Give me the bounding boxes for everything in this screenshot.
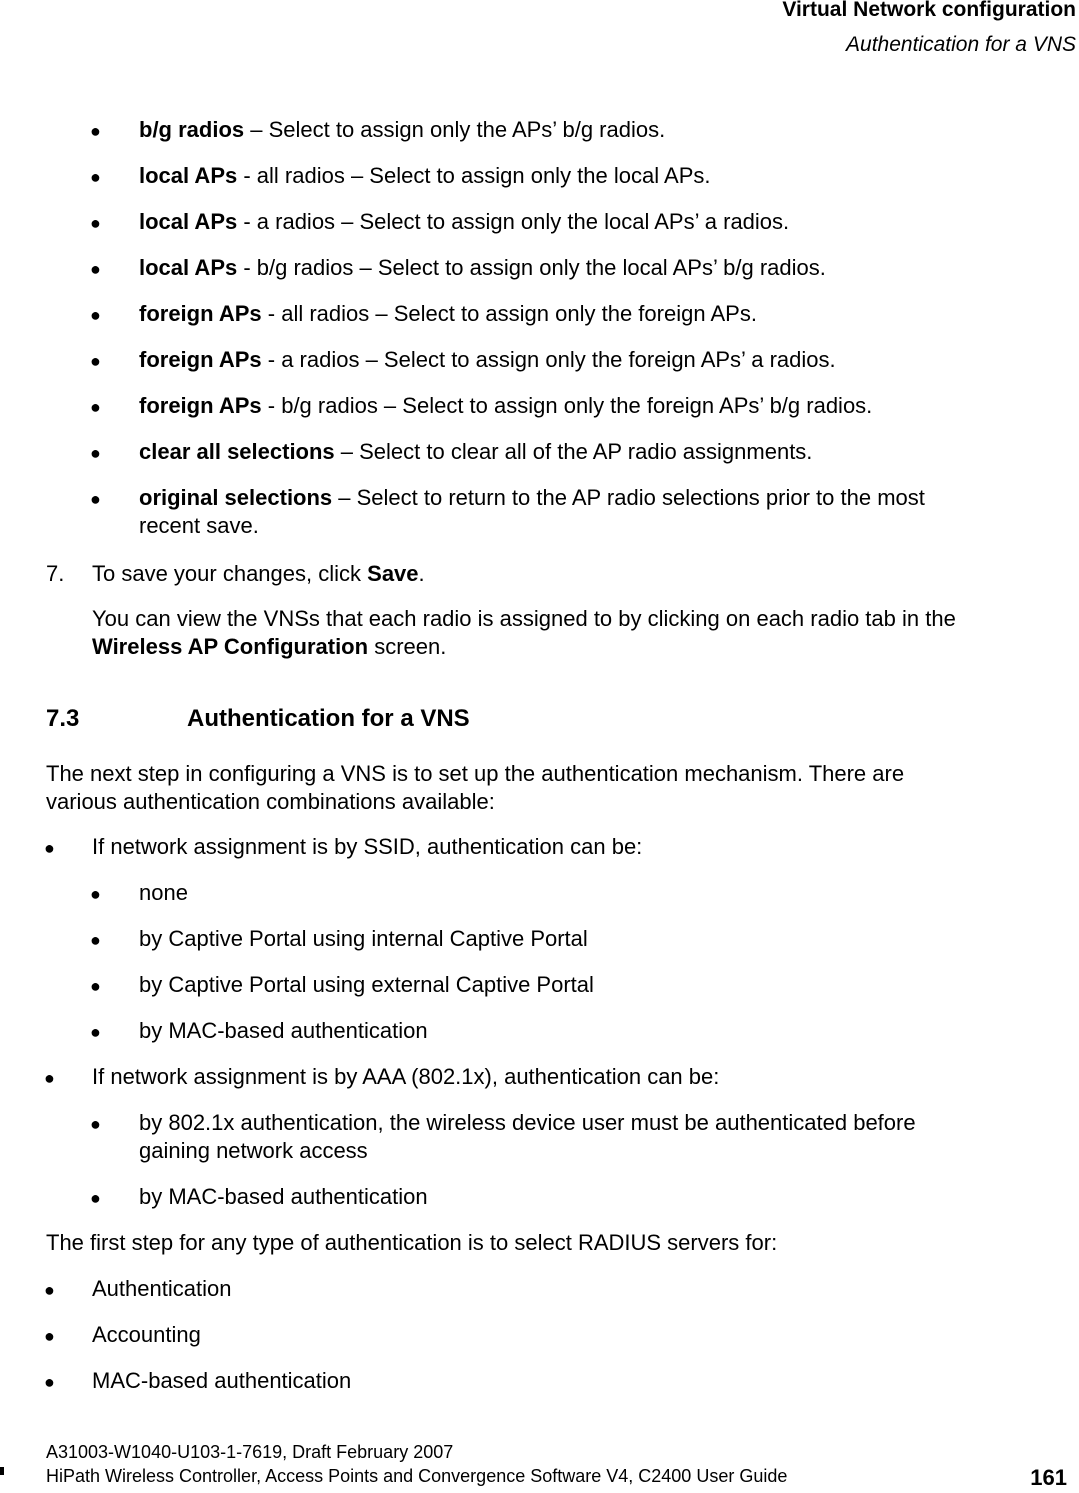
section-intro-line: various authentication combinations available: [46,789,495,814]
bullet-icon: ● [90,397,101,417]
list-item: by 802.1x authentication, the wireless device user must be authenticated before [139,1110,916,1135]
bullet-icon: ● [44,838,55,858]
bullet-icon: ● [90,213,101,233]
step-text: To save your changes, click Save. [92,561,425,586]
list-item: local APs - all radios – Select to assign only the local APs. [139,163,711,188]
section-title: Authentication for a VNS [187,705,470,732]
step-number: 7. [46,561,65,586]
bullet-icon: ● [90,167,101,187]
bullet-icon: ● [90,884,101,904]
list-item: Accounting [92,1322,201,1347]
list-item: MAC-based authentication [92,1368,352,1393]
bullet-icon: ● [44,1068,55,1088]
list-item-continuation: recent save. [139,513,259,538]
step-note-line: You can view the VNSs that each radio is assigned to by clicking on each radio tab in the [92,606,956,631]
list-item: Authentication [92,1276,232,1301]
bullet-icon: ● [90,1022,101,1042]
bullet-icon: ● [90,489,101,509]
list-item: foreign APs - b/g radios – Select to assign only the foreign APs’ b/g radios. [139,393,873,418]
list-item: foreign APs - all radios – Select to assign only the foreign APs. [139,301,757,326]
bullet-icon: ● [44,1326,55,1346]
list-item: none [139,880,188,905]
bullet-icon: ● [90,305,101,325]
section-number: 7.3 [46,705,80,732]
list-item: by MAC-based authentication [139,1018,428,1043]
list-item-continuation: gaining network access [139,1138,368,1163]
bullet-icon: ● [44,1372,55,1392]
bullet-icon: ● [90,121,101,141]
list-item: by Captive Portal using external Captive Portal [139,972,594,997]
list-item: by Captive Portal using internal Captive Portal [139,926,588,951]
section-intro-line: The next step in configuring a VNS is to set up the authentication mechanism. There are [46,761,905,786]
header-chapter-title: Virtual Network configuration [782,0,1076,21]
bullet-icon: ● [90,443,101,463]
radius-lead: The first step for any type of authentication is to select RADIUS servers for: [46,1230,778,1255]
footer-product: HiPath Wireless Controller, Access Points and Convergence Software V4, C2400 User Guide [46,1466,788,1486]
bullet-icon: ● [90,259,101,279]
footer-doc-id: A31003-W1040-U103-1-7619, Draft February 2007 [46,1442,454,1462]
list-item: local APs - b/g radios – Select to assign only the local APs’ b/g radios. [139,255,826,280]
step-note-line: Wireless AP Configuration screen. [92,634,447,659]
list-item: If network assignment is by SSID, authentication can be: [92,834,643,859]
list-item: If network assignment is by AAA (802.1x), authentication can be: [92,1064,720,1089]
bullet-icon: ● [90,351,101,371]
margin-mark [0,1467,4,1475]
page-number: 161 [1030,1465,1067,1490]
header-section-title: Authentication for a VNS [846,33,1076,56]
list-item: local APs - a radios – Select to assign only the local APs’ a radios. [139,209,790,234]
bullet-icon: ● [44,1280,55,1300]
list-item: by MAC-based authentication [139,1184,428,1209]
list-item: foreign APs - a radios – Select to assign only the foreign APs’ a radios. [139,347,836,372]
bullet-icon: ● [90,976,101,996]
list-item: clear all selections – Select to clear all of the AP radio assignments. [139,439,813,464]
bullet-icon: ● [90,930,101,950]
list-item: original selections – Select to return to the AP radio selections prior to the most [139,485,925,510]
list-item: b/g radios – Select to assign only the APs’ b/g radios. [139,117,666,142]
bullet-icon: ● [90,1188,101,1208]
bullet-icon: ● [90,1114,101,1134]
